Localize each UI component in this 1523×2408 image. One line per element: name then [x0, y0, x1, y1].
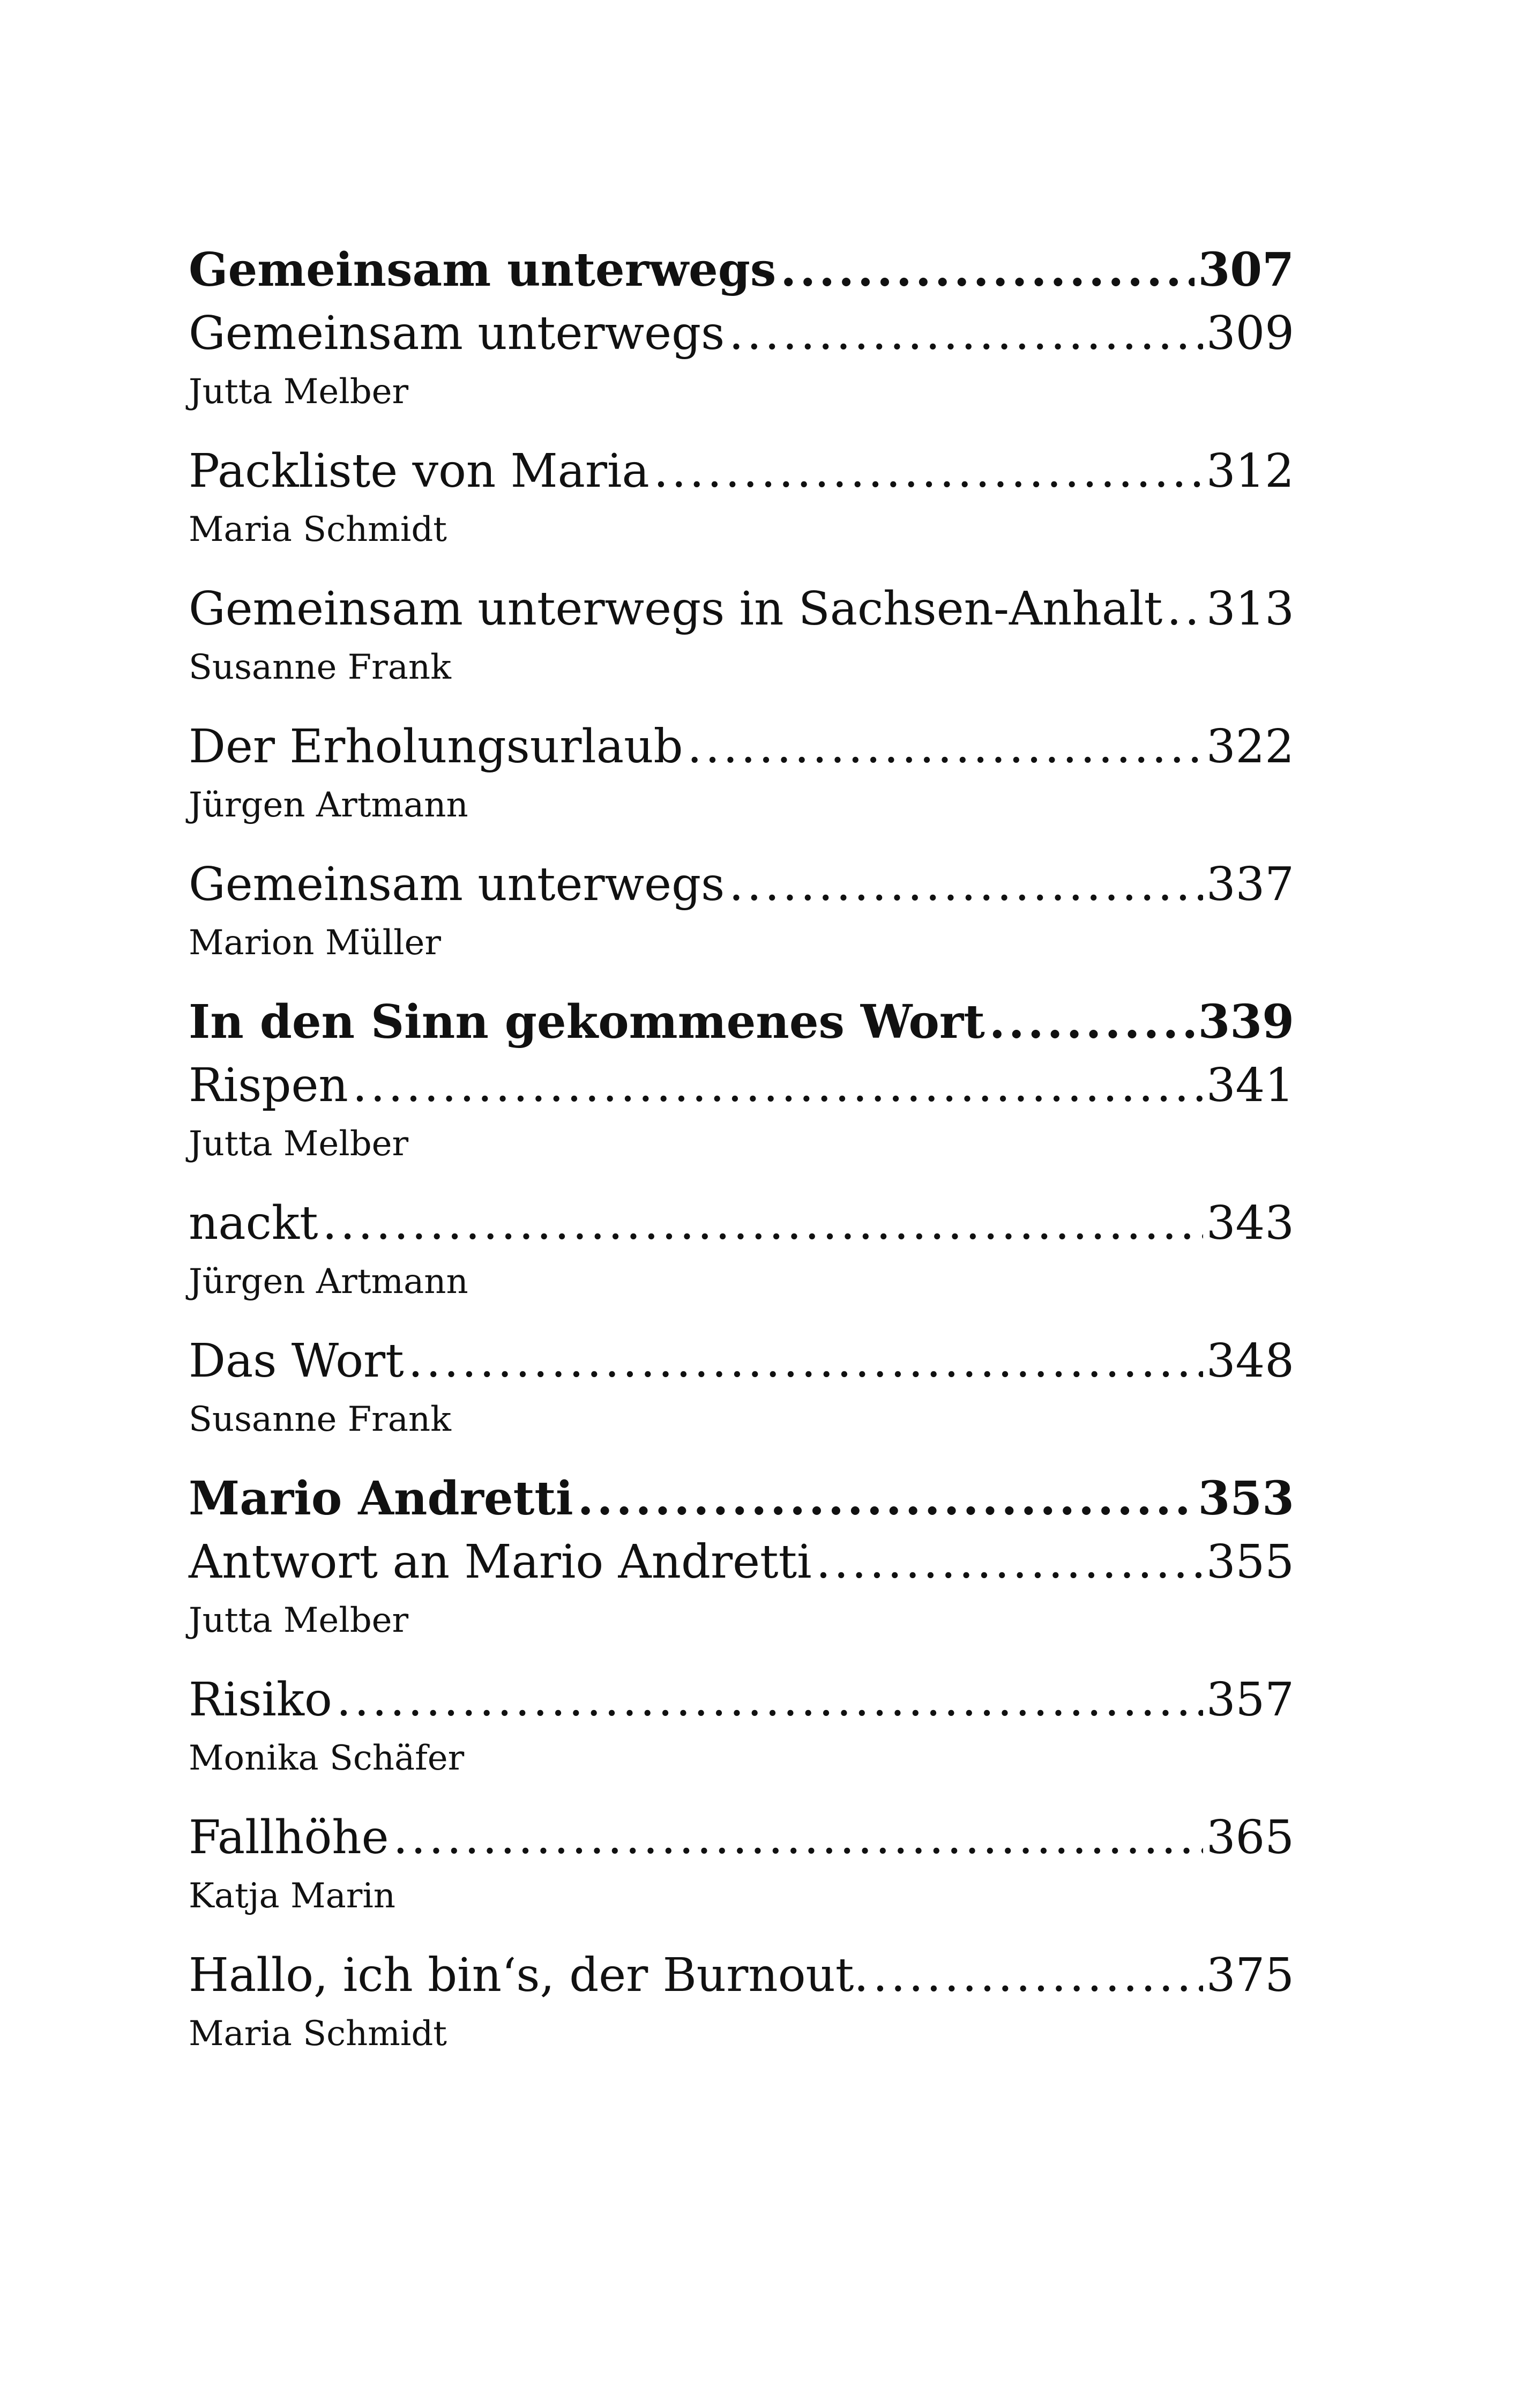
section-title: Mario Andretti — [189, 1471, 573, 1526]
entry-author: Marion Müller — [189, 923, 441, 963]
entry-title: Risiko — [189, 1673, 332, 1727]
toc-entry[interactable] — [189, 1530, 1294, 1594]
spacer — [189, 1923, 1294, 1944]
dot-leader — [729, 302, 1203, 365]
dot-leader — [393, 1806, 1203, 1869]
entry-title: Der Erholungsurlaub — [189, 720, 683, 774]
dot-leader — [873, 1944, 1203, 2007]
entry-page-number: 348 — [1206, 1334, 1294, 1388]
entry-title: Gemeinsam unterwegs — [189, 307, 725, 360]
toc-section-heading[interactable] — [189, 239, 1294, 302]
entry-page-number: 355 — [1206, 1535, 1294, 1589]
spacer — [189, 694, 1294, 715]
spacer — [189, 832, 1294, 853]
entry-page-number: 341 — [1206, 1059, 1294, 1112]
entry-title: Gemeinsam unterwegs — [189, 858, 725, 911]
spacer — [189, 1785, 1294, 1806]
entry-author: Jürgen Artmann — [189, 1262, 468, 1302]
toc-entry[interactable] — [189, 1192, 1294, 1255]
toc-entry[interactable] — [189, 1054, 1294, 1117]
entry-author: Jürgen Artmann — [189, 785, 468, 825]
section-page-number: 339 — [1198, 995, 1294, 1049]
toc-section-heading[interactable] — [189, 991, 1294, 1054]
spacer — [189, 1647, 1294, 1668]
entry-title: nackt — [189, 1196, 318, 1250]
entry-title: Hallo, ich bin‘s, der Burnout. — [189, 1949, 869, 2002]
entry-page-number: 357 — [1206, 1673, 1294, 1727]
entry-author: Maria Schmidt — [189, 2014, 447, 2054]
entry-title: Das Wort — [189, 1334, 404, 1388]
toc-entry[interactable] — [189, 1944, 1294, 2007]
dot-leader — [337, 1668, 1203, 1731]
toc-entry[interactable] — [189, 577, 1294, 641]
entry-title: Gemeinsam unterwegs in Sachsen-Anhalt — [189, 582, 1163, 636]
dot-leader — [654, 440, 1203, 503]
dot-leader — [816, 1530, 1203, 1594]
entry-page-number: 312 — [1206, 444, 1294, 498]
dot-leader — [729, 853, 1203, 916]
toc-entry[interactable] — [189, 440, 1294, 503]
spacer — [189, 1446, 1294, 1467]
entry-author: Susanne Frank — [189, 1400, 451, 1439]
entry-page-number: 337 — [1206, 858, 1294, 911]
toc-entry[interactable] — [189, 715, 1294, 778]
table-of-contents — [189, 239, 1294, 2061]
entry-page-number: 313 — [1206, 582, 1294, 636]
toc-entry[interactable] — [189, 302, 1294, 365]
entry-title: Fallhöhe — [189, 1811, 389, 1864]
section-title: Gemeinsam unterwegs — [189, 243, 777, 297]
entry-author: Jutta Melber — [189, 1601, 409, 1640]
spacer — [189, 970, 1294, 991]
entry-author: Jutta Melber — [189, 1124, 409, 1164]
section-title: In den Sinn gekommenes Wort — [189, 995, 985, 1049]
entry-title: Rispen — [189, 1059, 348, 1112]
entry-page-number: 322 — [1206, 720, 1294, 774]
dot-leader — [408, 1329, 1203, 1393]
entry-author: Maria Schmidt — [189, 510, 447, 549]
spacer — [189, 1171, 1294, 1192]
toc-entry[interactable] — [189, 1668, 1294, 1731]
entry-title: Packliste von Maria — [189, 444, 649, 498]
toc-entry[interactable] — [189, 1806, 1294, 1869]
dot-leader — [353, 1054, 1203, 1117]
entry-title: Antwort an Mario Andretti — [189, 1535, 812, 1589]
entry-page-number: 309 — [1206, 307, 1294, 360]
entry-author: Jutta Melber — [189, 372, 409, 412]
entry-page-number: 375 — [1206, 1949, 1294, 2002]
dot-leader — [688, 715, 1203, 778]
toc-entry[interactable] — [189, 1329, 1294, 1393]
entry-page-number: 365 — [1206, 1811, 1294, 1864]
toc-section-heading[interactable] — [189, 1467, 1294, 1530]
dot-leader — [323, 1192, 1203, 1255]
dot-leader — [989, 991, 1195, 1054]
dot-leader — [780, 239, 1194, 302]
spacer — [189, 1309, 1294, 1329]
spacer — [189, 419, 1294, 440]
section-page-number: 353 — [1198, 1471, 1294, 1526]
entry-author: Monika Schäfer — [189, 1738, 465, 1778]
entry-page-number: 343 — [1206, 1196, 1294, 1250]
entry-author: Susanne Frank — [189, 648, 451, 687]
entry-author: Katja Marin — [189, 1876, 395, 1916]
dot-leader — [578, 1467, 1195, 1530]
section-page-number: 307 — [1198, 243, 1294, 297]
spacer — [189, 556, 1294, 577]
toc-entry[interactable] — [189, 853, 1294, 916]
dot-leader — [1167, 577, 1203, 641]
